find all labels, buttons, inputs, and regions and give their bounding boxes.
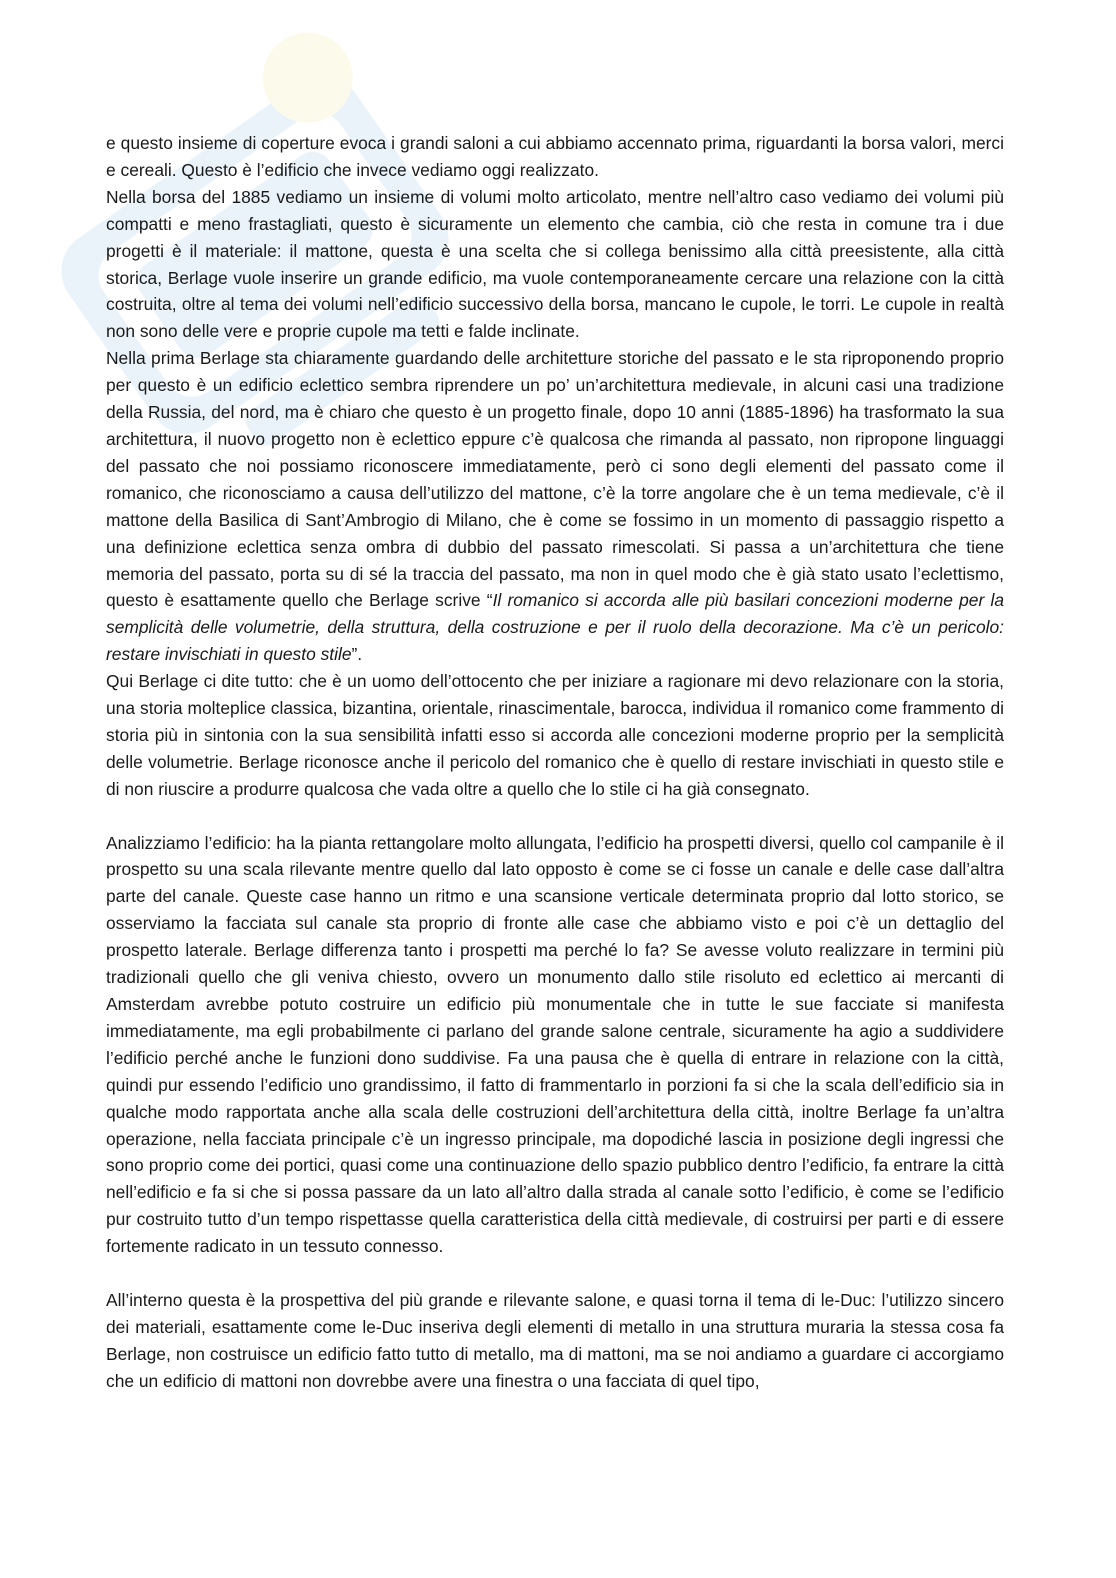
paragraph-3-end: ”.: [351, 644, 363, 665]
paragraph-gap: [106, 803, 1004, 830]
paragraph-2: Nella borsa del 1885 vediamo un insieme di volumi molto articolato, mentre nell’altro caso vediamo dei volumi più compatti e meno frastagliati, questo è sicuramente un elemento che cambia, ciò che resta in comune tra i due progetti è il materiale: il mattone, questa è una scelta che si collega benissimo alla città preesistente, alla città storica, Berlage vuole inserire un grande edificio, ma vuole contemporaneamente cercare una relazione con la città costruita, oltre al tema dei volumi nell’edificio successivo della borsa, mancano le cupole, le torri. Le cupole in realtà non sono delle vere e proprie cupole ma tetti e falde inclinate.: [106, 186, 1004, 342]
paragraph-6: All’interno questa è la prospettiva del più grande e rilevante salone, e quasi torna il tema di le-Duc: l’utilizzo sincero dei materiali, esattamente come le-Duc inseriva degli elementi di metallo in una struttura muraria la stessa cosa fa Berlage, non costruisce un edificio fatto tutto di metallo, ma di mattoni, ma se noi andiamo a guardare ci accorgiamo che un edificio di mattoni non dovrebbe avere una finestra o una facciata di quel tipo,: [106, 1289, 1004, 1391]
paragraph-5: Analizziamo l’edificio: ha la pianta rettangolare molto allungata, l’edificio ha prospetti diversi, quello col campanile è il prospetto su una scala rilevante mentre quello dal lato opposto è come se ci fosse un canale e delle case dall’altra parte del canale. Queste case hanno un ritmo e una scansione verticale determinata proprio dal lotto storico, se osserviamo la facciata sul canale sta proprio di fronte alle case che abbiamo visto e poi c’è un dettaglio del prospetto laterale. Berlage differenza tanto i prospetti ma perché lo fa? Se avesse voluto realizzare in termini più tradizionali quello che gli veniva chiesto, ovvero un monumento dallo stile risoluto ed eclettico ai mercanti di Amsterdam avrebbe potuto costruire un edificio più monumentale che in tutte le sue facciate si manifesta immediatamente, ma egli probabilmente ci parlano del grande salone centrale, sicuramente ha agio a suddividere l’edificio perché anche le funzioni dono suddivise. Fa una pausa che è quella di entrare in relazione con la città, quindi pur essendo l’edificio uno grandissimo, il fatto di frammentarlo in porzioni fa si che la scala dell’edificio sia in qualche modo rapportata anche alla scala delle costruzioni dell’architettura della città, inoltre Berlage fa un’altra operazione, nella facciata principale c’è un ingresso principale, ma dopodiché lascia in posizione degli ingressi che sono proprio come dei portici, quasi come una continuazione dello spazio pubblico dentro l’edificio, fa entrare la città nell’edificio e fa si che si possa passare da un lato all’altro dalla strada al canale sotto l’edificio, è come se l’edificio pur costruito tutto d’un tempo rispettasse quella caratteristica della città medievale, di costruirsi per parti e di essere fortemente radicato in un tessuto connesso.: [106, 832, 1004, 1257]
berlage-quote: Il romanico si accorda alle più basilari concezioni moderne per la semplicità delle volumetrie, della struttura, della costruzione e per il ruolo della decorazione. Ma c’è un pericolo: restare invischiati in questo stile: [106, 590, 1004, 665]
document-body: [106, 130, 1004, 1395]
paragraph-1: e questo insieme di coperture evoca i grandi saloni a cui abbiamo accennato prima, riguardanti la borsa valori, merci e cereali. Questo è l’edificio che invece vediamo oggi realizzato.: [106, 133, 1004, 180]
paragraph-3: [106, 345, 1004, 668]
paragraph-gap: [106, 1260, 1004, 1287]
paragraph-4: Qui Berlage ci dite tutto: che è un uomo dell’ottocento che per iniziare a ragionare mi devo relazionare con la storia, una storia molteplice classica, bizantina, orientale, rinascimentale, barocca, individua il romanico come frammento di storia più in sintonia con la sua sensibilità infatti esso si accorda alle concezioni moderne proprio per la semplicità delle volumetrie. Berlage riconosce anche il pericolo del romanico che è quello di restare invischiati in questo stile e di non riuscire a produrre qualcosa che vada oltre a quello che lo stile ci ha già consegnato.: [106, 671, 1004, 799]
paragraph-3-text: Nella prima Berlage sta chiaramente guardando delle architetture storiche del passato e le sta riproponendo proprio per questo è un edificio eclettico sembra riprendere un po’ un’architettura medievale, in alcuni casi una tradizione della Russia, del nord, ma è chiaro che questo è un progetto finale, dopo 10 anni (1885-1896) ha trasformato la sua architettura, il nuovo progetto non è eclettico eppure c’è qualcosa che rimanda al passato, non ripropone linguaggi del passato che noi possiamo riconoscere immediatamente, però ci sono degli elementi del passato come il romanico, che riconosciamo a causa dell’utilizzo del mattone, c’è la torre angolare che è un tema medievale, c’è il mattone della Basilica di Sant’Ambrogio di Milano, che è come se fossimo in un momento di passaggio rispetto a una definizione eclettica senza ombra di dubbio del passato rimescolati. Si passa a un’architettura che tiene memoria del passato, porta su di sé la traccia del passato, ma non in quel modo che è già stato usato l’eclettismo, questo è esattamente quello che Berlage scrive “: [106, 348, 1004, 611]
